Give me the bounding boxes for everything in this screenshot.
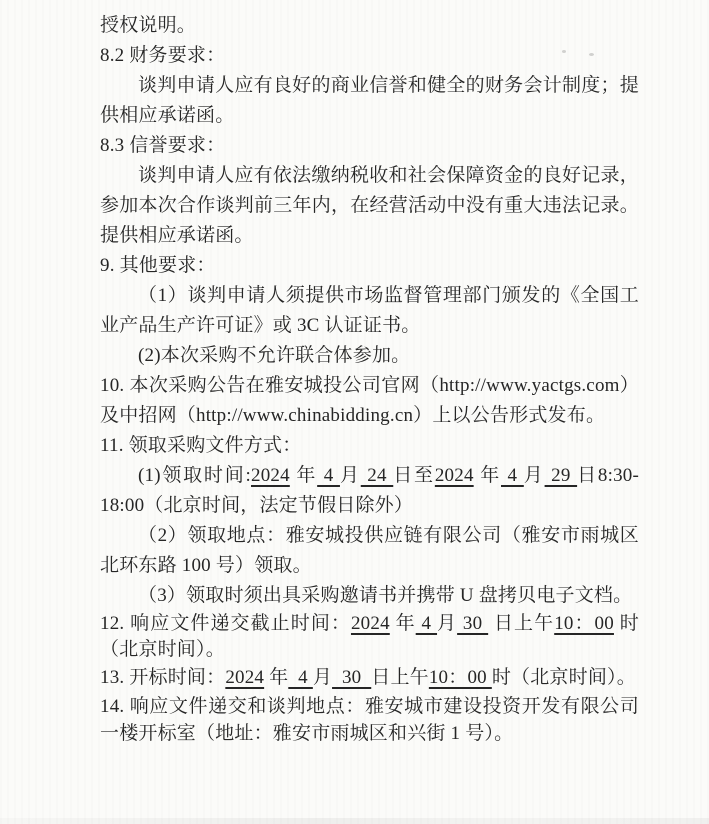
heading-document-collection: 11. 领取采购文件方式： — [100, 435, 302, 456]
scan-speck — [589, 53, 594, 56]
underlined-day-value: 30 — [457, 613, 489, 634]
para-submission-deadline — [100, 611, 639, 663]
para-financial-requirement-detail: 谈判申请人应有良好的商业信誉和健全的财务会计制度；提供相应承诺函。 — [100, 75, 639, 126]
text-segment: 13. 开标时间： — [100, 667, 226, 688]
underlined-year-value: 2024 — [350, 613, 390, 634]
para-bid-opening-time — [100, 663, 639, 693]
text-segment: 月 — [523, 465, 545, 486]
heading-financial-requirements: 8.2 财务要求： — [100, 45, 226, 66]
text-segment: 时（北京时间）。 — [100, 613, 639, 660]
para-collection-place: （2）领取地点：雅安城投供应链有限公司（雅安市雨城区北环东路 100 号）领取。 — [100, 525, 639, 576]
text-segment: 年 — [473, 465, 501, 486]
underlined-day-value: 24 — [360, 465, 394, 486]
para-other-requirement-2: (2)本次采购不允许联合体参加。 — [138, 345, 411, 366]
underlined-month-value: 4 — [415, 613, 438, 634]
text-segment: 月 — [437, 613, 458, 634]
text-segment: 月 — [312, 667, 333, 688]
para-collection-requirement: （3）领取时须出具采购邀请书并携带 U 盘拷贝电子文档。 — [138, 585, 633, 606]
text-segment: 日上午 — [371, 667, 429, 688]
text-segment: 年 — [289, 465, 318, 486]
para-credit-requirement-detail: 谈判申请人应有依法缴纳税收和社会保障资金的良好记录，参加本次合作谈判前三年内，在经营活动中没有重大违法记录。提供相应承诺函。 — [100, 165, 639, 246]
para-collection-time — [100, 461, 639, 521]
underlined-day-value: 29 — [544, 465, 578, 486]
scan-speck — [562, 50, 566, 53]
text-segment: 日至 — [393, 465, 435, 486]
text-segment: 日8:30-18:00（北京时间，法定节假日除外） — [100, 465, 639, 516]
heading-other-requirements: 9. 其他要求： — [100, 255, 216, 276]
underlined-year-value: 2024 — [251, 465, 290, 486]
underlined-year-value: 2024 — [434, 465, 474, 486]
underlined-month-value: 4 — [288, 667, 313, 688]
para-announcement-channels: 10. 本次采购公告在雅安城投公司官网（http://www.yactgs.com）及中招网（http://www.chinabidding.cn）上以公告形式发布。 — [100, 375, 639, 426]
para-submission-and-negotiation-place: 14. 响应文件递交和谈判地点：雅安城市建设投资开发有限公司一楼开标室（地址：雅安市雨城区和兴街 1 号）。 — [100, 696, 639, 744]
text-segment: 12. 响应文件递交截止时间： — [100, 613, 351, 634]
text-segment: 月 — [339, 465, 361, 486]
text-segment: (1)领取时间: — [138, 465, 251, 486]
underlined-month-value: 4 — [317, 465, 340, 486]
para-authorization-note: 授权说明。 — [100, 15, 197, 36]
underlined-time-value: 10：00 — [554, 613, 614, 634]
underlined-time-value: 10：00 — [428, 667, 492, 688]
underlined-year-value: 2024 — [225, 667, 265, 688]
underlined-day-value: 30 — [332, 667, 372, 688]
scan-edge-shadow — [0, 818, 709, 824]
para-other-requirement-1: （1）谈判申请人须提供市场监督管理部门颁发的《全国工业产品生产许可证》或 3C 认证证书。 — [100, 285, 639, 336]
text-segment: 日上午 — [488, 613, 555, 634]
text-segment: 年 — [264, 667, 289, 688]
text-segment: 年 — [389, 613, 416, 634]
heading-credit-requirements: 8.3 信誉要求： — [100, 135, 226, 156]
underlined-month-value: 4 — [501, 465, 524, 486]
text-segment: 时（北京时间）。 — [491, 667, 636, 688]
